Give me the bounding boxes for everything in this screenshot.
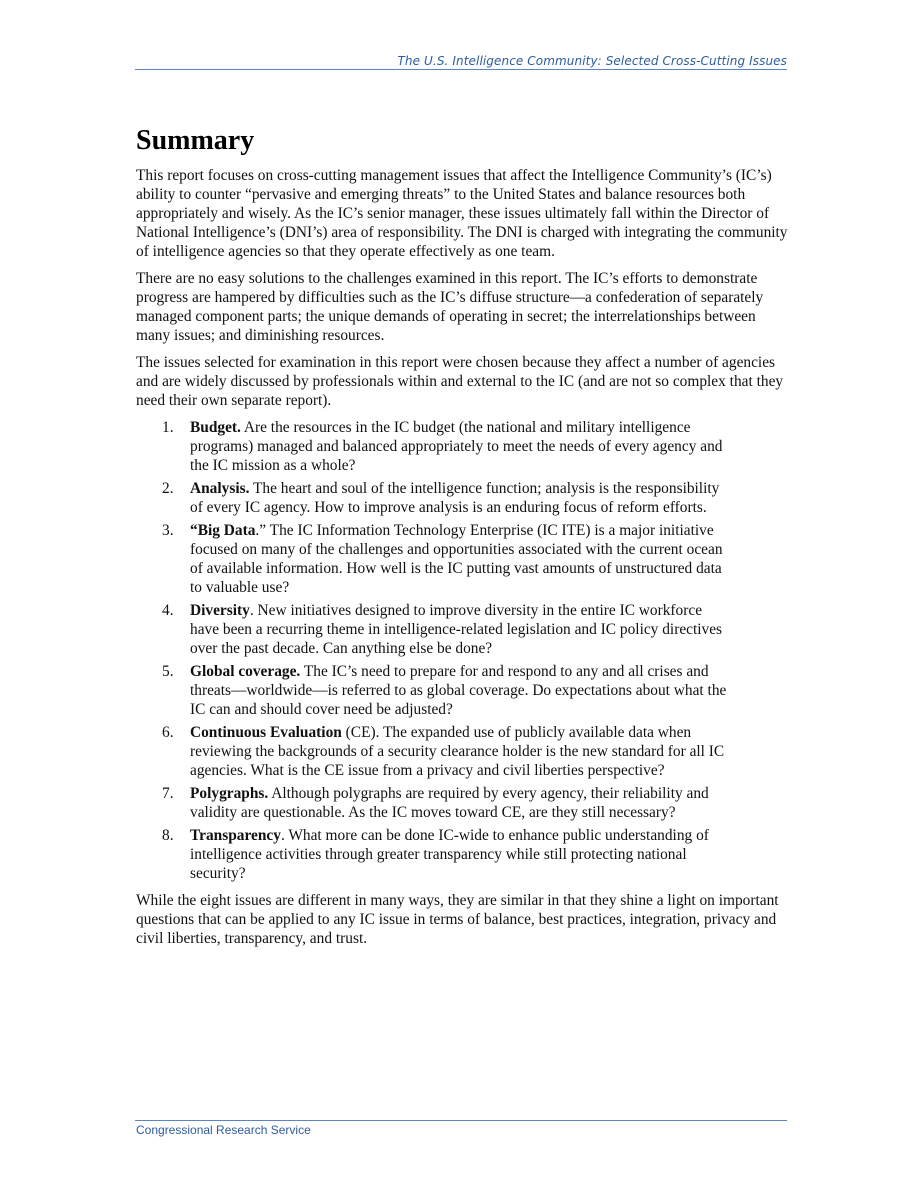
list-item-text: (CE). The expanded use of publicly available data when reviewing the backgrounds of a security clearance holder is the new standard for all IC agencies. What is the CE issue from a privacy and civil liberties perspective?: [190, 724, 725, 779]
list-item-number: 2.: [162, 480, 174, 497]
issue-list: [136, 418, 788, 883]
list-item-number: 3.: [162, 522, 174, 539]
list-item: [136, 662, 732, 719]
list-item-text: Are the resources in the IC budget (the national and military intelligence programs) managed and balanced appropriately to meet the needs of every agency and the IC mission as a whole?: [190, 419, 723, 474]
list-item-number: 1.: [162, 419, 174, 436]
list-item: [136, 418, 732, 475]
list-item-term: Analysis.: [190, 480, 250, 497]
list-item-number: 6.: [162, 724, 174, 741]
list-item-text: . What more can be done IC-wide to enhance public understanding of intelligence activities through greater transparency while still protecting national security?: [190, 827, 709, 882]
list-item-term: Transparency: [190, 827, 281, 844]
list-item-number: 8.: [162, 827, 174, 844]
list-item: [136, 723, 732, 780]
list-item: [136, 826, 732, 883]
page-title: Summary: [136, 125, 255, 156]
list-item-text: Although polygraphs are required by every agency, their reliability and validity are questionable. As the IC moves toward CE, are they still necessary?: [190, 785, 709, 821]
list-item: [136, 601, 732, 658]
list-item-term: Polygraphs.: [190, 785, 269, 802]
list-item-number: 5.: [162, 663, 174, 680]
header-divider: [135, 69, 787, 70]
list-item-number: 7.: [162, 785, 174, 802]
list-item-text: . New initiatives designed to improve diversity in the entire IC workforce have been a recurring theme in intelligence-related legislation and IC policy directives over the past decade. Can anything else be done?: [190, 602, 723, 657]
list-item: [136, 784, 732, 822]
summary-section: [136, 124, 788, 956]
list-item: [136, 521, 732, 597]
list-item-text: The IC’s need to prepare for and respond to any and all crises and threats—worldwide—is referred to as global coverage. Do expectations about what the IC can and should cover need be adjusted?: [190, 663, 727, 718]
list-item-text: The heart and soul of the intelligence function; analysis is the responsibility of every IC agency. How to improve analysis is an enduring focus of reform efforts.: [190, 480, 720, 516]
list-item-number: 4.: [162, 602, 174, 619]
closing-paragraph: While the eight issues are different in many ways, they are similar in that they shine a light on important questions that can be applied to any IC issue in terms of balance, best practices, integration, privacy and civil liberties, transparency, and trust.: [136, 892, 779, 947]
list-item-term: Budget.: [190, 419, 241, 436]
selection-paragraph: The issues selected for examination in this report were chosen because they affect a number of agencies and are widely discussed by professionals within and external to the IC (and are not so complex that they need their own separate report).: [136, 354, 784, 409]
list-item: [136, 479, 732, 517]
list-item-term: “Big Data: [190, 522, 256, 539]
list-item-term: Continuous Evaluation: [190, 724, 342, 741]
challenges-paragraph: There are no easy solutions to the challenges examined in this report. The IC’s efforts to demonstrate progress are hampered by difficulties such as the IC’s diffuse structure—a confederation of separately managed component parts; the unique demands of operating in secret; the interrelationships between many issues; and diminishing resources.: [136, 270, 764, 344]
list-item-text: .” The IC Information Technology Enterprise (IC ITE) is a major initiative focused on many of the challenges and opportunities associated with the current ocean of available information. How well is the IC putting vast amounts of unstructured data to valuable use?: [190, 522, 723, 596]
list-item-term: Diversity: [190, 602, 250, 619]
list-item-term: Global coverage.: [190, 663, 301, 680]
footer-divider: [135, 1120, 787, 1121]
intro-paragraph: This report focuses on cross-cutting management issues that affect the Intelligence Community’s (IC’s) ability to counter “pervasive and emerging threats” to the United States and balance resources both appropriately and wisely. As the IC’s senior manager, these issues ultimately fall within the Director of National Intelligence’s (DNI’s) area of responsibility. The DNI is charged with integrating the community of intelligence agencies so that they operate effectively as one team.: [136, 167, 788, 260]
running-header: The U.S. Intelligence Community: Selected Cross-Cutting Issues: [397, 54, 787, 68]
footer-source: Congressional Research Service: [136, 1123, 311, 1137]
